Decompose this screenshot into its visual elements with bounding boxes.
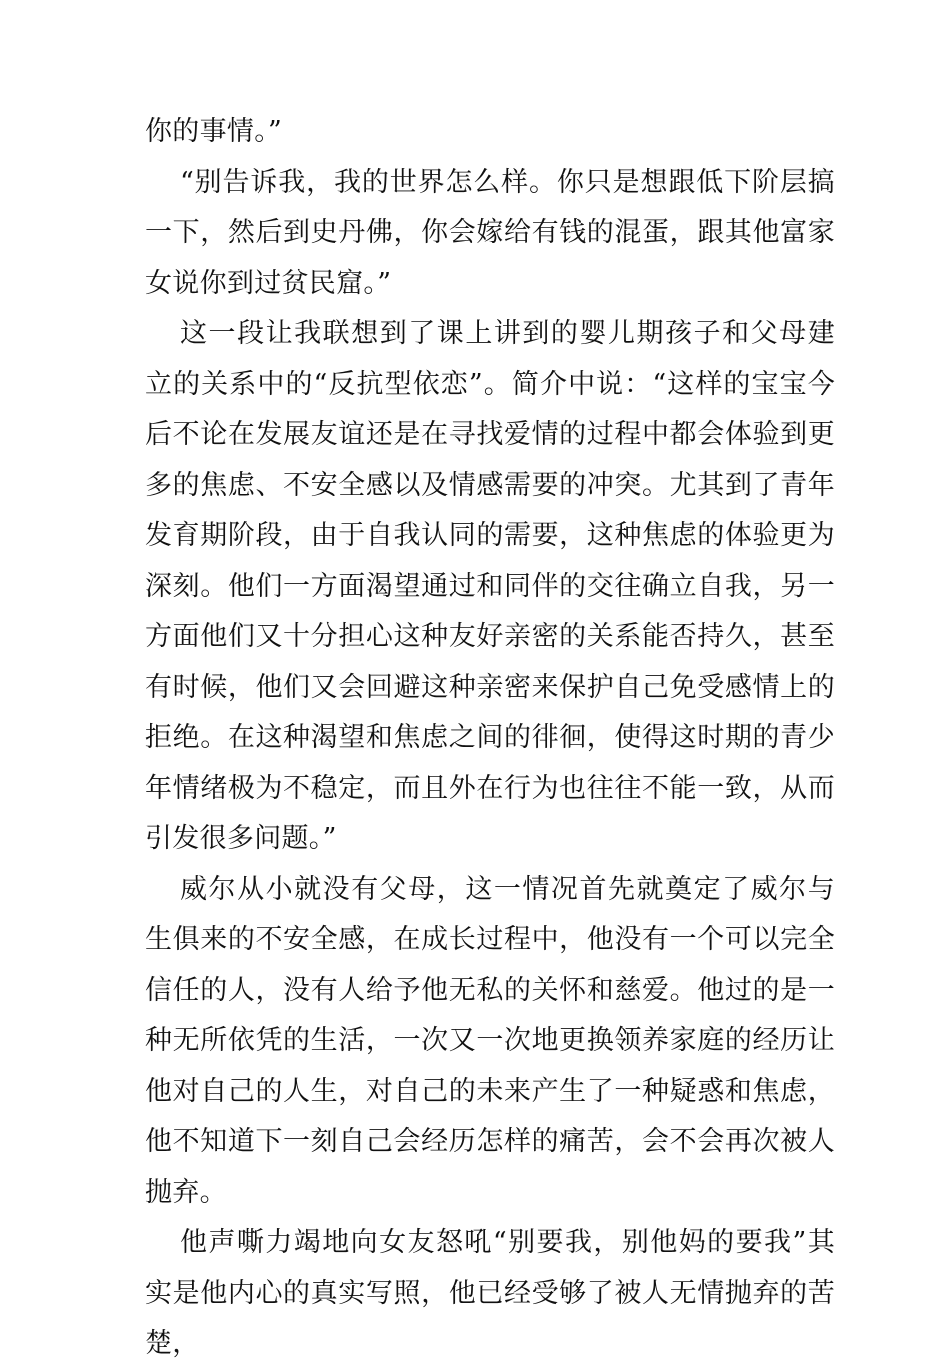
- paragraph-will: 威尔从小就没有父母，这一情况首先就奠定了威尔与生俱来的不安全感，在成长过程中，他没有一个可以完全信任的人，没有人给予他无私的关怀和慈爱。他过的是一种无所依凭的生活，一次又一次地更换领养家庭的经历让他对自己的人生，对自己的未来产生了一种疑惑和焦虑，他不知道下一刻自己会经历怎样的痛苦，会不会再次被人抛弃。: [145, 873, 835, 1208]
- document-body: [145, 107, 835, 1370]
- paragraph-attachment: 这一段让我联想到了课上讲到的婴儿期孩子和父母建立的关系中的“反抗型依恋”。简介中说：“这样的宝宝今后不论在发展友谊还是在寻找爱情的过程中都会体验到更多的焦虑、不安全感以及情感需要的冲突。尤其到了青年发育期阶段，由于自我认同的需要，这种焦虑的体验更为深刻。他们一方面渴望通过和同伴的交往确立自我，另一方面他们又十分担心这种友好亲密的关系能否持久，甚至有时候，他们又会回避这种亲密来保护自己免受感情上的拒绝。在这种渴望和焦虑之间的徘徊，使得这时期的青少年情绪极为不稳定，而且外在行为也往往不能一致，从而引发很多问题。”: [145, 318, 835, 854]
- paragraph-quote: “别告诉我，我的世界怎么样。你只是想跟低下阶层搞一下，然后到史丹佛，你会嫁给有钱的混蛋，跟其他富家女说你到过贫民窟。”: [145, 166, 835, 299]
- paragraph-shout: 他声嘶力竭地向女友怒吼“别要我，别他妈的要我”其实是他内心的真实写照，他已经受够了被人无情抛弃的苦楚，: [145, 1227, 835, 1359]
- paragraph-continuation: 你的事情。”: [145, 116, 283, 147]
